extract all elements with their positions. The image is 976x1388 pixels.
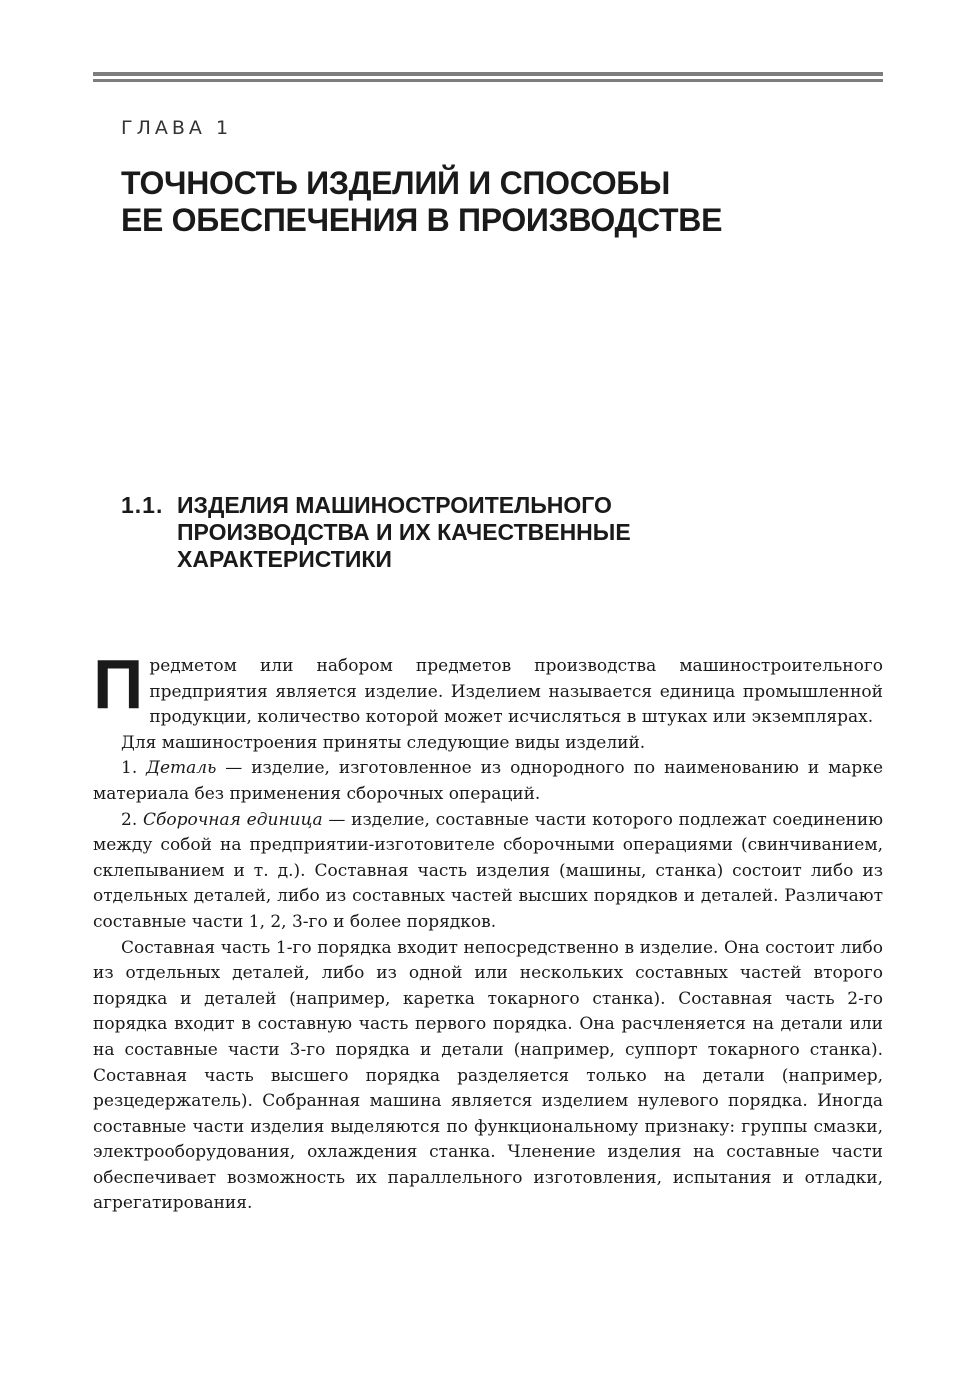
chapter-title-line: ЕЕ ОБЕСПЕЧЕНИЯ В ПРОИЗВОДСТВЕ xyxy=(121,202,723,238)
section-title-line: ИЗДЕЛИЯ МАШИНОСТРОИТЕЛЬНОГО xyxy=(177,492,612,518)
section-title xyxy=(177,492,881,573)
term: Деталь xyxy=(146,758,217,779)
top-rule-bar xyxy=(93,79,883,82)
paragraph: Для машиностроения приняты следующие виды изделий. xyxy=(121,732,646,753)
paragraph xyxy=(93,756,883,807)
list-number: 2. xyxy=(121,809,143,830)
chapter-title-line: ТОЧНОСТЬ ИЗДЕЛИЙ И СПОСОБЫ xyxy=(121,165,671,201)
section-title-line: ХАРАКТЕРИСТИКИ xyxy=(177,546,392,572)
section-number: 1.1. xyxy=(121,492,164,518)
paragraph: Составная часть 1-го порядка входит непосредственно в изделие. Она состоит либо из отдельных деталей, либо из одной или нескольких составных частей второго порядка и деталей (например, каретка токарного станка). Составная часть 2-го порядка входит в составную часть первого порядка. Она расчленяется на детали или на составные части 3-го порядка и детали (например, суппорт токарного станка). Составная часть высшего порядка разделяется только на детали (например, резцедержатель). Собранная машина является изделием нулевого порядка. Иногда составные части изделия выделяются по функциональному признаку: группы смазки, электрооборудования, охлаждения станка. Членение изделия на составные части обеспечивает возможность их параллельного изготовления, испытания и отладки, агрегатирования. xyxy=(93,937,883,1214)
section-title-line: ПРОИЗВОДСТВА И ИХ КАЧЕСТВЕННЫЕ xyxy=(177,519,631,545)
chapter-label: ГЛАВА 1 xyxy=(121,117,233,139)
definition: — изделие, изготовленное из однородного по наименованию и марке материала без применения сборочных операций. xyxy=(93,758,883,804)
section-heading xyxy=(121,492,881,573)
body-text xyxy=(93,645,883,1217)
drop-cap: П xyxy=(93,645,144,723)
definition: — изделие, составные части которого подлежат соединению между собой на предприятии-изготовителе сборочными операциями (свинчиванием, склепыванием и т. д.). Составная часть изделия (машины, станка) состоит либо из отдельных деталей, либо из составных частей высших порядков и деталей. Различают составные части 1, 2, 3-го и более порядков. xyxy=(93,809,883,932)
top-rule xyxy=(93,72,883,84)
chapter-title xyxy=(121,165,881,239)
top-rule-bar xyxy=(93,72,883,76)
list-number: 1. xyxy=(121,758,147,779)
paragraph-text: редметом или набором предметов производства машиностроительного предприятия является изделие. Изделием называется единица промышленной продукции, количество которой может исчисляться в штуках или экземплярах. xyxy=(149,656,883,728)
paragraph xyxy=(93,645,883,731)
term: Сборочная единица xyxy=(143,809,323,830)
paragraph xyxy=(93,808,883,936)
